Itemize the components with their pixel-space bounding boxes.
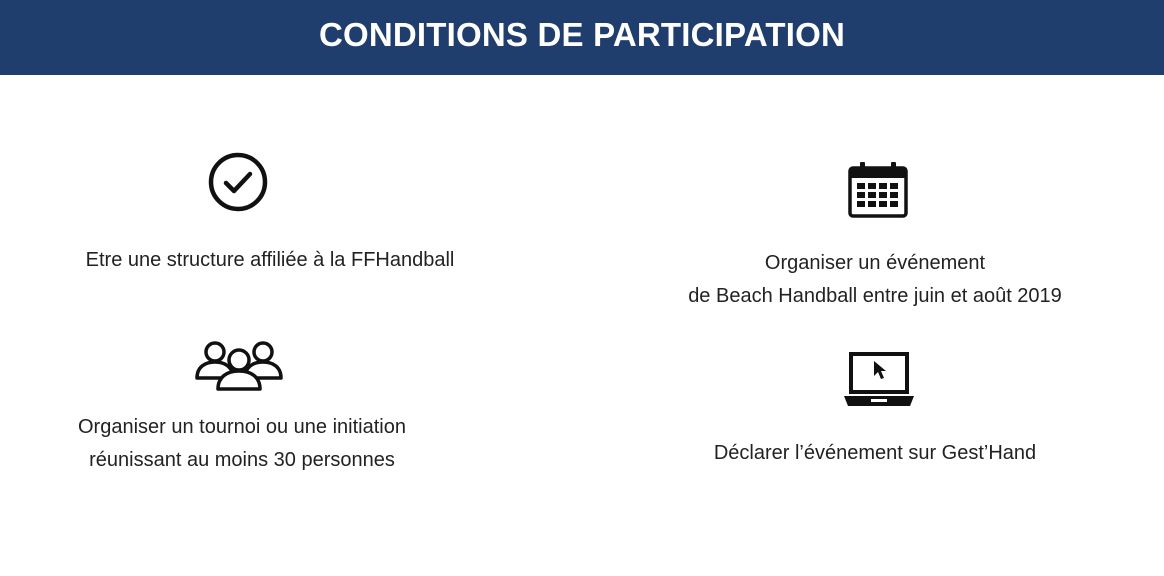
condition-affiliation bbox=[20, 244, 520, 277]
condition-event-date-line-2: de Beach Handball entre juin et août 2019 bbox=[688, 285, 1062, 307]
header-banner bbox=[0, 0, 1164, 75]
calendar-icon bbox=[847, 161, 909, 219]
condition-declaration bbox=[648, 437, 1102, 470]
condition-tournament-line-1: Organiser un tournoi ou une initiation bbox=[78, 416, 406, 438]
condition-event-date bbox=[628, 247, 1122, 313]
laptop-cursor-icon bbox=[843, 350, 915, 408]
condition-declaration-line-1: Déclarer l’événement sur Gest’Hand bbox=[713, 442, 1037, 464]
page-title: CONDITIONS DE PARTICIPATION bbox=[318, 16, 846, 53]
condition-event-date-line-1: Organiser un événement bbox=[764, 252, 986, 274]
check-circle-icon bbox=[207, 151, 269, 213]
condition-affiliation-line-1: Etre une structure affiliée à la FFHandball bbox=[85, 249, 455, 271]
condition-tournament-line-2: réunissant au moins 30 personnes bbox=[89, 449, 395, 471]
group-people-icon bbox=[193, 338, 285, 392]
condition-tournament bbox=[10, 411, 474, 477]
